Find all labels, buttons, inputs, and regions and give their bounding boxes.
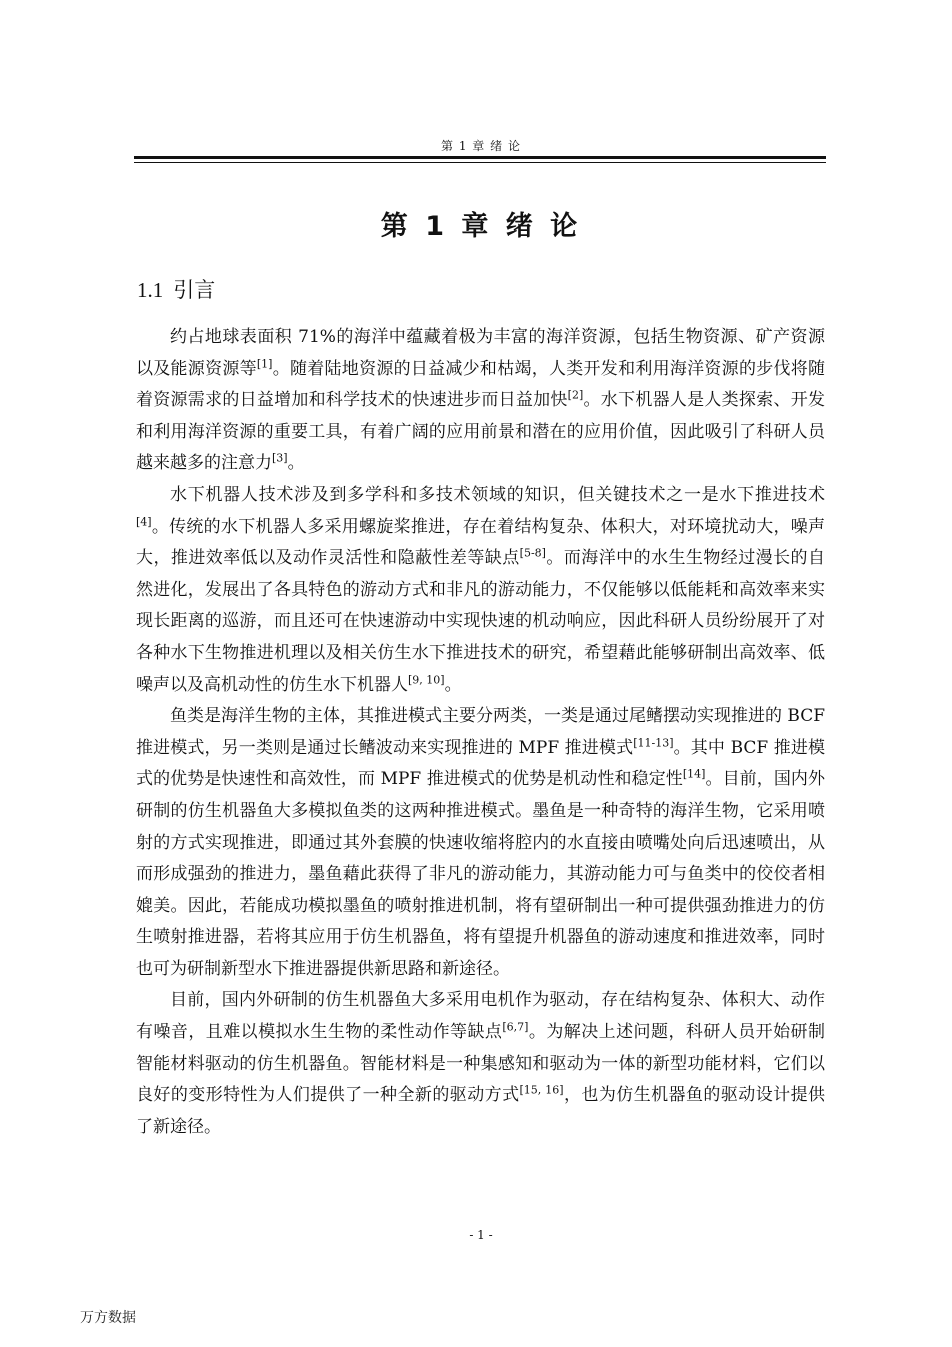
header-rule-thick [134,156,826,159]
citation-marker: [11-13] [633,736,674,750]
citation-marker: [3] [272,451,288,465]
watermark-text: 万方数据 [80,1310,136,1326]
paragraph [136,480,825,701]
paragraph-text: 。而海洋中的水生生物经过漫长的自然进化，发展出了各具特色的游动方式和非凡的游动能力，不仅能够以低能耗和高效率来实现长距离的巡游，而且还可在快速游动中实现快速的机动响应，因此科研人员纷纷展开了对各种水下生物推进机理以及相关仿生水下推进技术的研究，希望藉此能够研制出高效率、低噪声以及高机动性的仿生水下机器人 [136,548,826,695]
paragraph-text: ，也为仿生机器鱼的驱动设计提供了新途径。 [136,1085,826,1137]
chapter-title: 第 1 章 绪 论 [380,211,582,242]
paragraph-text: 。目前，国内外研制的仿生机器鱼大多模拟鱼类的这两种推进模式。墨鱼是一种奇特的海洋生物，它采用喷射的方式实现推进，即通过其外套膜的快速收缩将腔内的水直接由喷嘴处向后迅速喷出，从而形成强劲的推进力，墨鱼藉此获得了非凡的游动能力，其游动能力可与鱼类中的佼佼者相媲美。因此，若能成功模拟墨鱼的喷射推进机制，将有望研制出一种可提供强劲推进力的仿生喷射推进器，若将其应用于仿生机器鱼，将有望提升机器鱼的游动速度和推进效率，同时也可为研制新型水下推进器提供新思路和新途径。 [136,769,825,979]
paragraph [136,701,825,985]
paragraph-text: 。为解决上述问题，科研人员开始研制智能材料驱动的仿生机器鱼。智能材料是一种集感知和驱动为一体的新型功能材料，它们以良好的变形特性为人们提供了一种全新的驱动方式 [136,1022,826,1106]
citation-marker: [1] [256,356,273,370]
citation-marker: [9, 10] [408,672,445,686]
paragraph-text: 水下机器人技术涉及到多学科和多技术领域的知识，但关键技术之一是水下推进技术 [170,484,825,505]
paragraph [136,985,825,1143]
paragraph-text: 。其中 BCF 推进模式的优势是快速性和高效性，而 MPF 推进模式的优势是机动性和稳定性 [136,737,825,790]
section-heading [137,274,215,304]
paragraph-text: 约占地球表面积 71%的海洋中蕴藏着极为丰富的海洋资源，包括生物资源、矿产资源以及能源资源等 [136,327,825,379]
paragraph-text: 目前，国内外研制的仿生机器鱼大多采用电机作为驱动，存在结构复杂、体积大、动作有噪音，且难以模拟水生生物的柔性动作等缺点 [136,990,825,1043]
paragraph-text: 鱼类是海洋生物的主体，其推进模式主要分两类，一类是通过尾鳍摆动实现推进的 BCF 推进模式，另一类则是通过长鳍波动来实现推进的 MPF 推进模式 [136,706,826,758]
header-rule-thin [134,162,826,163]
citation-marker: [2] [567,388,584,402]
section-number: 1.1 [137,278,164,302]
paragraph-text: 。 [287,453,305,474]
citation-marker: [5-8] [519,546,546,560]
page-number: - 1 - [469,1228,493,1242]
paragraph-text: 。传统的水下机器人多采用螺旋桨推进，存在着结构复杂、体积大，对环境扰动大，噪声大，推进效率低以及动作灵活性和隐蔽性差等缺点 [136,516,825,569]
body-text [136,322,825,1143]
citation-marker: [4] [136,514,152,528]
paragraph-text: 。水下机器人是人类探索、开发和利用海洋资源的重要工具，有着广阔的应用前景和潜在的应用价值，因此吸引了科研人员越来越多的注意力 [136,390,826,474]
citation-marker: [15, 16] [519,1083,564,1097]
running-header: 第 1 章 绪 论 [441,139,521,153]
paragraph-text: 。 [444,674,462,695]
section-title: 引言 [173,278,216,302]
citation-marker: [14] [682,767,706,781]
citation-marker: [6,7] [502,1020,529,1034]
paragraph [136,322,825,480]
paragraph-text: 。随着陆地资源的日益减少和枯竭，人类开发和利用海洋资源的步伐将随着资源需求的日益增加和科学技术的快速进步而日益加快 [136,358,826,411]
